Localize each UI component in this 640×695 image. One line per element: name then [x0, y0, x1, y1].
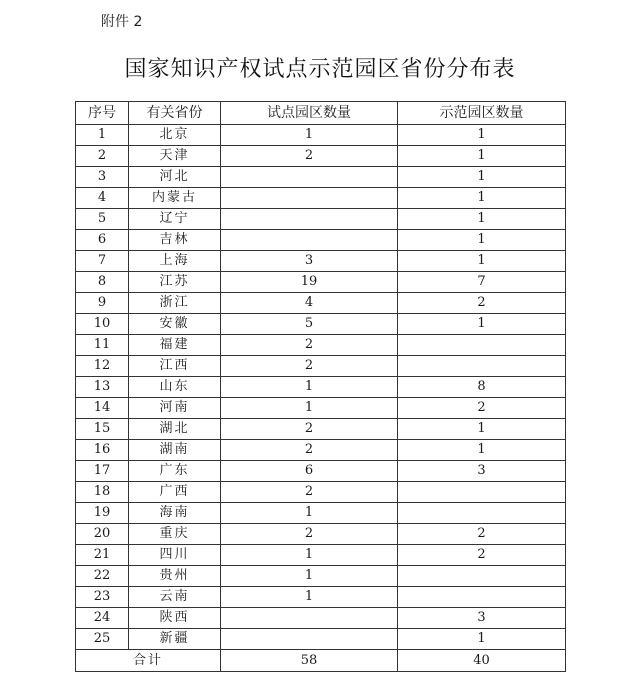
pilot-count: 1 [221, 566, 398, 587]
pilot-count: 1 [221, 398, 398, 419]
demo-count: 2 [398, 293, 566, 314]
row-number: 24 [76, 608, 129, 629]
table-row [76, 293, 566, 314]
attachment-label: 附件 2 [101, 14, 143, 30]
table-row [76, 125, 566, 146]
table-row [76, 461, 566, 482]
row-number: 18 [76, 482, 129, 503]
demo-count: 1 [398, 230, 566, 251]
province-name: 贵州 [129, 566, 221, 587]
table-row [76, 608, 566, 629]
table-row [76, 377, 566, 398]
table-row [76, 230, 566, 251]
demo-count: 2 [398, 524, 566, 545]
row-number: 11 [76, 335, 129, 356]
table-row [76, 335, 566, 356]
table-row [76, 146, 566, 167]
table-row [76, 272, 566, 293]
row-number: 22 [76, 566, 129, 587]
demo-count [398, 566, 566, 587]
pilot-count: 6 [221, 461, 398, 482]
province-name: 浙江 [129, 293, 221, 314]
province-name: 河南 [129, 398, 221, 419]
demo-count [398, 503, 566, 524]
table-row [76, 209, 566, 230]
demo-count [398, 356, 566, 377]
row-number: 20 [76, 524, 129, 545]
header-no: 序号 [76, 102, 129, 125]
row-number: 15 [76, 419, 129, 440]
province-name: 新疆 [129, 629, 221, 650]
demo-count: 1 [398, 629, 566, 650]
header-province: 有关省份 [129, 102, 221, 125]
pilot-count: 1 [221, 545, 398, 566]
table-row [76, 524, 566, 545]
table-row [76, 314, 566, 335]
province-name: 吉林 [129, 230, 221, 251]
total-demo: 40 [398, 650, 566, 672]
table-row [76, 545, 566, 566]
province-name: 河北 [129, 167, 221, 188]
pilot-count [221, 629, 398, 650]
pilot-count: 4 [221, 293, 398, 314]
row-number: 7 [76, 251, 129, 272]
demo-count: 1 [398, 188, 566, 209]
province-name: 内蒙古 [129, 188, 221, 209]
demo-count: 1 [398, 440, 566, 461]
row-number: 13 [76, 377, 129, 398]
pilot-count: 1 [221, 503, 398, 524]
pilot-count: 2 [221, 356, 398, 377]
demo-count: 3 [398, 461, 566, 482]
province-name: 北京 [129, 125, 221, 146]
province-name: 天津 [129, 146, 221, 167]
row-number: 9 [76, 293, 129, 314]
pilot-count: 3 [221, 251, 398, 272]
pilot-count: 2 [221, 524, 398, 545]
row-number: 4 [76, 188, 129, 209]
pilot-count: 19 [221, 272, 398, 293]
province-name: 湖南 [129, 440, 221, 461]
row-number: 12 [76, 356, 129, 377]
province-name: 陕西 [129, 608, 221, 629]
province-name: 辽宁 [129, 209, 221, 230]
province-name: 福建 [129, 335, 221, 356]
table-row [76, 587, 566, 608]
demo-count: 1 [398, 146, 566, 167]
distribution-table [75, 101, 566, 672]
province-name: 云南 [129, 587, 221, 608]
demo-count: 1 [398, 125, 566, 146]
table-row [76, 440, 566, 461]
row-number: 16 [76, 440, 129, 461]
demo-count [398, 482, 566, 503]
total-row [76, 650, 566, 672]
row-number: 8 [76, 272, 129, 293]
table-body [76, 125, 566, 650]
row-number: 14 [76, 398, 129, 419]
pilot-count: 1 [221, 587, 398, 608]
row-number: 25 [76, 629, 129, 650]
province-name: 广西 [129, 482, 221, 503]
row-number: 2 [76, 146, 129, 167]
pilot-count: 1 [221, 125, 398, 146]
row-number: 21 [76, 545, 129, 566]
pilot-count: 2 [221, 335, 398, 356]
row-number: 19 [76, 503, 129, 524]
pilot-count [221, 230, 398, 251]
pilot-count [221, 608, 398, 629]
demo-count: 2 [398, 398, 566, 419]
table-row [76, 419, 566, 440]
row-number: 10 [76, 314, 129, 335]
province-name: 山东 [129, 377, 221, 398]
pilot-count: 2 [221, 419, 398, 440]
pilot-count: 2 [221, 440, 398, 461]
total-label: 合计 [76, 650, 221, 672]
row-number: 17 [76, 461, 129, 482]
row-number: 23 [76, 587, 129, 608]
pilot-count: 5 [221, 314, 398, 335]
header-demo-count: 示范园区数量 [398, 102, 566, 125]
demo-count [398, 587, 566, 608]
pilot-count [221, 167, 398, 188]
table-row [76, 482, 566, 503]
demo-count: 1 [398, 209, 566, 230]
demo-count: 1 [398, 419, 566, 440]
table-row [76, 566, 566, 587]
province-name: 江西 [129, 356, 221, 377]
row-number: 5 [76, 209, 129, 230]
pilot-count: 2 [221, 482, 398, 503]
province-name: 广东 [129, 461, 221, 482]
province-name: 安徽 [129, 314, 221, 335]
province-name: 海南 [129, 503, 221, 524]
demo-count: 8 [398, 377, 566, 398]
table-header-row [76, 102, 566, 125]
demo-count: 7 [398, 272, 566, 293]
pilot-count [221, 188, 398, 209]
demo-count: 1 [398, 314, 566, 335]
header-pilot-count: 试点园区数量 [221, 102, 398, 125]
province-name: 江苏 [129, 272, 221, 293]
demo-count [398, 335, 566, 356]
pilot-count: 1 [221, 377, 398, 398]
demo-count: 2 [398, 545, 566, 566]
table-row [76, 398, 566, 419]
row-number: 6 [76, 230, 129, 251]
table-row [76, 188, 566, 209]
table-row [76, 251, 566, 272]
demo-count: 1 [398, 251, 566, 272]
table-row [76, 629, 566, 650]
row-number: 3 [76, 167, 129, 188]
table-row [76, 356, 566, 377]
total-pilot: 58 [221, 650, 398, 672]
province-name: 上海 [129, 251, 221, 272]
pilot-count: 2 [221, 146, 398, 167]
demo-count: 3 [398, 608, 566, 629]
pilot-count [221, 209, 398, 230]
province-name: 四川 [129, 545, 221, 566]
table-row [76, 167, 566, 188]
row-number: 1 [76, 125, 129, 146]
table-row [76, 503, 566, 524]
page-title: 国家知识产权试点示范园区省份分布表 [124, 57, 516, 82]
province-name: 重庆 [129, 524, 221, 545]
province-name: 湖北 [129, 419, 221, 440]
demo-count: 1 [398, 167, 566, 188]
